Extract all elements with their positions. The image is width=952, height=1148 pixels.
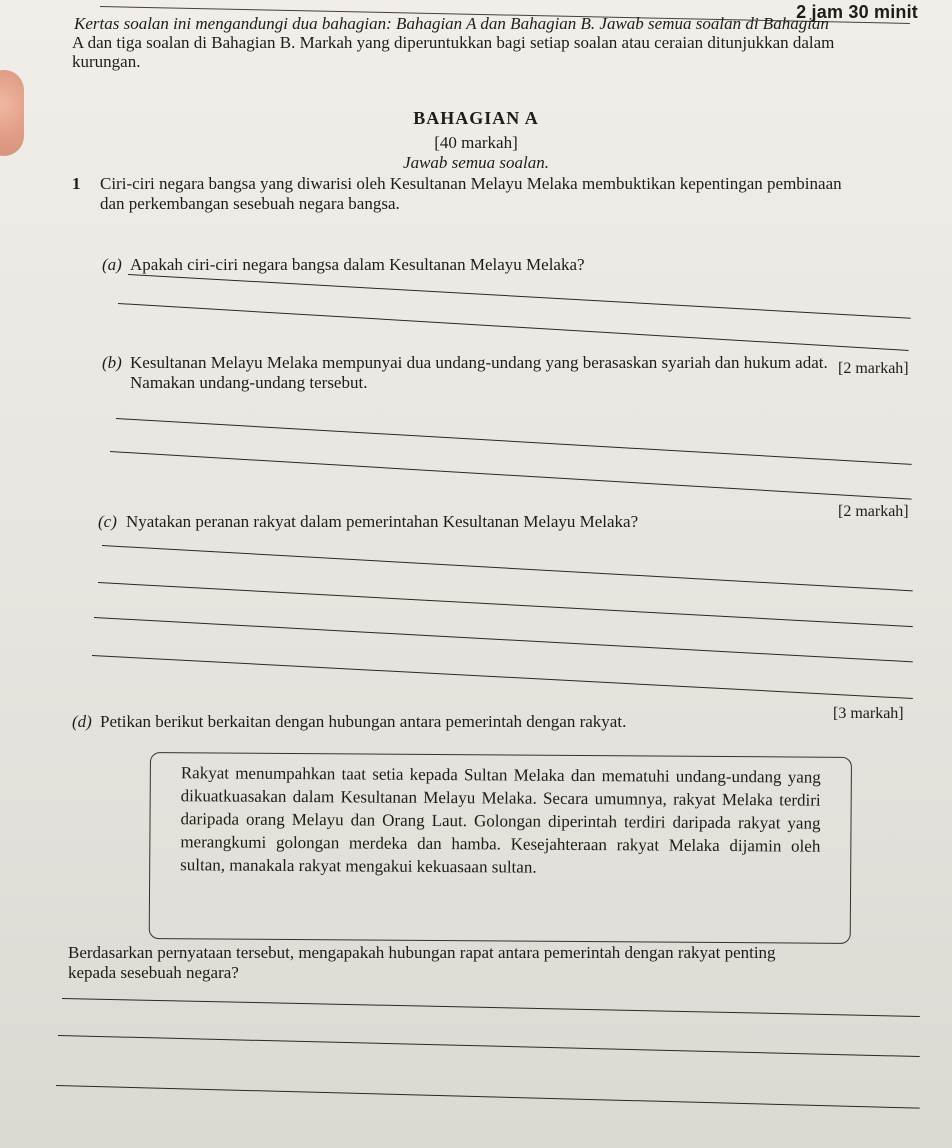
question-number: 1 [72, 174, 81, 193]
answer-line-1c-3[interactable] [94, 617, 913, 662]
exam-duration: 2 jam 30 minit [796, 2, 918, 22]
question-1b [102, 353, 912, 393]
answer-line-1c-2[interactable] [98, 582, 913, 627]
intro-line-2: A dan tiga soalan di Bahagian B. Markah yang diperuntukkan bagi setiap soalan atau ceraian ditunjukkan dalam [72, 33, 835, 52]
question-1d-text: Petikan berikut berkaitan dengan hubungan antara pemerintah dengan rakyat. [100, 712, 627, 731]
question-1d-prompt [68, 943, 928, 983]
question-1d-question-cont: kepada sesebuah negara? [68, 963, 239, 982]
question-1a [102, 255, 862, 275]
answer-line-1c-1[interactable] [102, 545, 913, 591]
question-1d [72, 712, 832, 732]
exam-intro [72, 14, 922, 71]
question-1-text-cont: dan perkembangan sesebuah negara bangsa. [100, 194, 400, 213]
question-1a-marks: [2 markah] [838, 360, 909, 377]
question-1c [98, 512, 878, 532]
question-1a-label: (a) [102, 255, 122, 274]
passage-text: Rakyat menumpahkan taat setia kepada Sultan Melaka dan mematuhi undang-undang yang dikuatkuasakan dalam Kesultanan Melayu Melaka. Secara umumnya, rakyat Melaka terdiri daripada orang Melayu dan Orang Laut. Golongan diperintah terdiri daripada rakyat yang merangkumi golongan merdeka dan hamba. Kesejahteraan rakyat Melaka dijamin oleh sultan, manakala rakyat mengakui kekuasaan sultan. [180, 763, 821, 877]
passage-box [149, 752, 852, 944]
section-marks: [40 markah] [434, 133, 518, 152]
question-1-text: Ciri-ciri negara bangsa yang diwarisi oleh Kesultanan Melayu Melaka membuktikan kepentingan pembinaan [100, 174, 842, 193]
question-1c-label: (c) [98, 512, 117, 531]
answer-line-1d-3[interactable] [56, 1085, 920, 1109]
question-1-stem [72, 174, 932, 214]
section-instruction: Jawab semua soalan. [403, 153, 549, 172]
question-1c-marks: [3 markah] [833, 705, 904, 722]
answer-line-1d-2[interactable] [58, 1035, 920, 1057]
question-1a-text: Apakah ciri-ciri negara bangsa dalam Kesultanan Melayu Melaka? [130, 255, 585, 274]
question-1d-question: Berdasarkan pernyataan tersebut, mengapakah hubungan rapat antara pemerintah dengan rakyat penting [68, 943, 776, 962]
question-1b-text: Kesultanan Melayu Melaka mempunyai dua undang-undang yang berasaskan syariah dan hukum adat. [130, 353, 828, 372]
question-1c-text: Nyatakan peranan rakyat dalam pemerintahan Kesultanan Melayu Melaka? [126, 512, 639, 531]
answer-line-1c-4[interactable] [92, 655, 913, 699]
section-title: BAHAGIAN A [413, 108, 539, 128]
answer-line-1a-1[interactable] [128, 274, 911, 319]
question-1b-text-cont: Namakan undang-undang tersebut. [130, 373, 368, 392]
answer-line-1d-1[interactable] [62, 998, 920, 1017]
question-1d-label: (d) [72, 712, 92, 731]
question-1b-label: (b) [102, 353, 122, 372]
question-1b-marks: [2 markah] [838, 503, 909, 520]
intro-line-3: kurungan. [72, 52, 141, 71]
answer-line-1b-2[interactable] [110, 451, 912, 500]
intro-line-1: Kertas soalan ini mengandungi dua bahagian: Bahagian A dan Bahagian B. Jawab semua soalan di Bahagian [74, 14, 829, 33]
